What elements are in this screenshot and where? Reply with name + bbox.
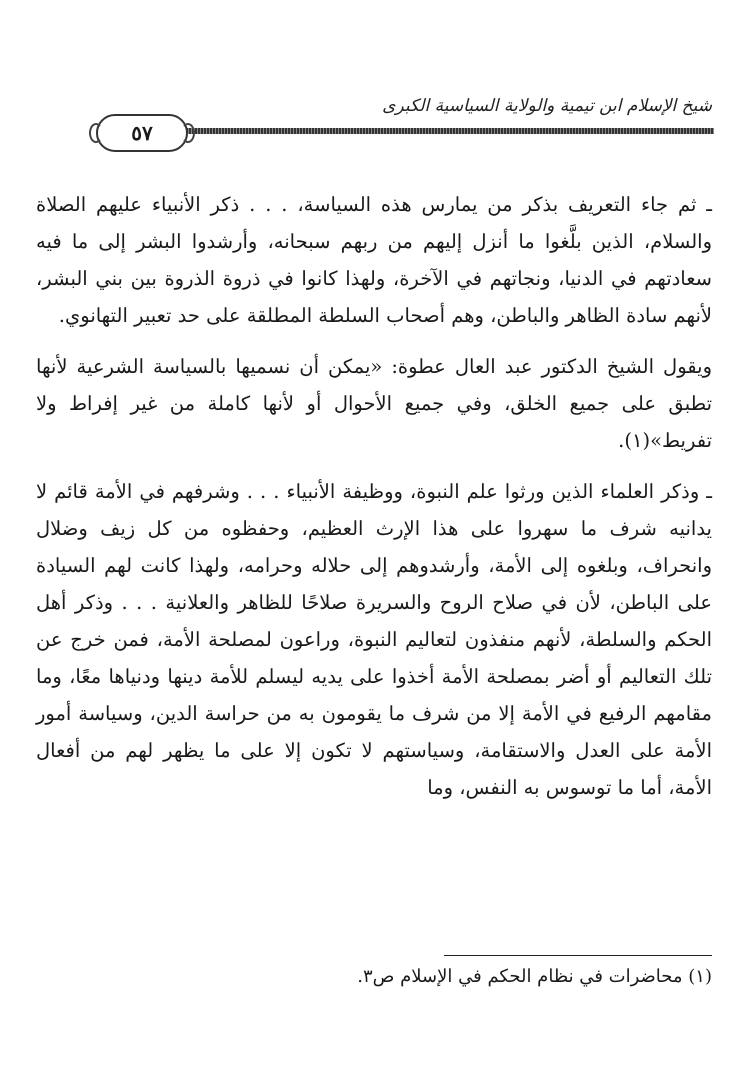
header-rule [150, 128, 714, 134]
body-text [36, 186, 712, 820]
running-header: شيخ الإسلام ابن تيمية والولاية السياسية الكبرى [382, 96, 712, 116]
page-number-badge [96, 114, 188, 152]
footnote-rule [444, 955, 712, 956]
page-number: ٥٧ [131, 121, 153, 145]
paragraph-2: ويقول الشيخ الدكتور عبد العال عطوة: «يمكن أن نسميها بالسياسة الشرعية لأنها تطبق على جميع الخلق، وفي جميع الأحوال أو لأنها كاملة من غير إفراط ولا تفريط»(١). [36, 355, 712, 452]
footnote: (١) محاضرات في نظام الحكم في الإسلام ص٣. [357, 966, 712, 987]
paragraph-3: ـ وذكر العلماء الذين ورثوا علم النبوة، ووظيفة الأنبياء . . . وشرفهم في الأمة قائم لا يدانيه شرف ما سهروا على هذا الإرث العظيم، وحفظوه من كل زيف وضلال وانحراف، وبلغوه إلى الأمة، وأرشدوهم إلى حلاله وحرامه، ولهذا كانت لهم السيادة على الباطن، لأن في صلاح الروح والسريرة صلاحًا للظاهر والعلانية . . . وذكر أهل الحكم والسلطة، لأنهم منفذون لتعاليم النبوة، وراعون لمصلحة الأمة، فمن خرج عن تلك التعاليم أو أضر بمصلحة الأمة أخذوا على يديه ليسلم للأمة دينها ودنياها معًا، وما مقامهم الرفيع في الأمة إلا من شرف ما يقومون به من حراسة الدين، وسياسة أمور الأمة على العدل والاستقامة، وسياستهم لا تكون إلا على ما يظهر لهم من أفعال الأمة، أما ما توسوس به النفس، وما [36, 480, 712, 799]
paragraph-1: ـ ثم جاء التعريف بذكر من يمارس هذه السياسة، . . . ذكر الأنبياء عليهم الصلاة والسلام، الذين بلَّغوا ما أنزل إليهم من ربهم سبحانه، وأرشدوا البشر إلى ما فيه سعادتهم في الدنيا، ونجاتهم في الآخرة، ولهذا كانوا في ذروة الذروة بين بني البشر، لأنهم سادة الظاهر والباطن، وهم أصحاب السلطة المطلقة على حد تعبير التهانوي. [36, 193, 712, 327]
